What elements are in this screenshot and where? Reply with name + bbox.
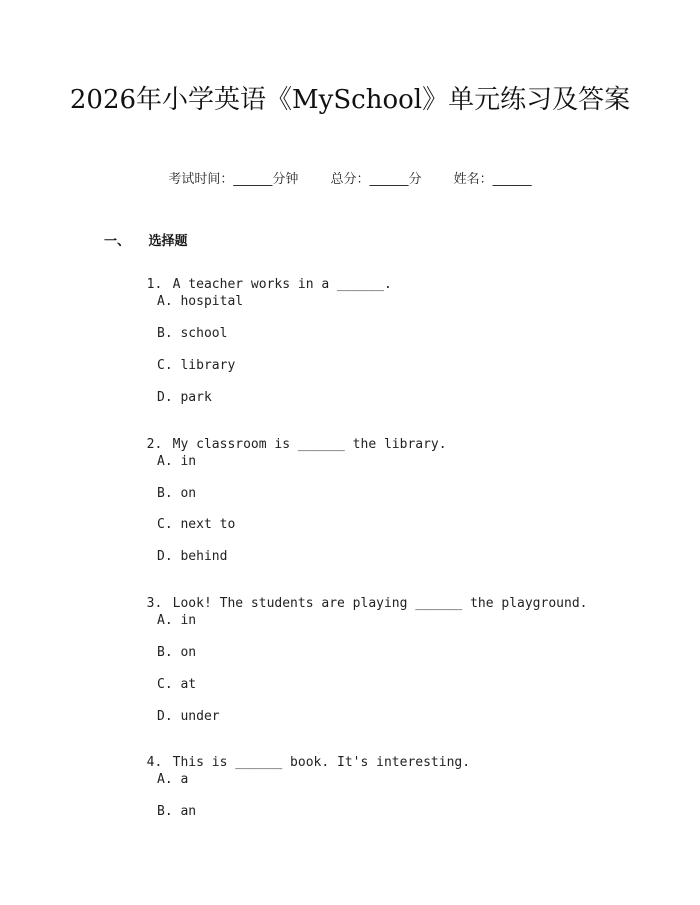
question-4 [131, 740, 470, 770]
document-title: 2026年小学英语《MySchool》单元练习及答案 [69, 85, 631, 115]
section-title: 选择题 [148, 234, 188, 249]
exam-time-field: 考试时间：______分钟 [168, 172, 299, 187]
option: B. school [157, 326, 228, 341]
question-1 [131, 262, 392, 292]
question-text: A teacher works in a ______. [172, 277, 392, 292]
question-text: Look! The students are playing ______ the playground. [172, 596, 588, 611]
option: C. at [157, 677, 197, 692]
option: B. on [157, 486, 197, 501]
option: C. library [157, 358, 236, 373]
option: D. park [157, 390, 212, 405]
question-3 [131, 581, 587, 611]
option: A. in [157, 613, 197, 628]
option: B. on [157, 645, 197, 660]
option: A. in [157, 454, 197, 469]
option: B. an [157, 804, 197, 819]
section-heading [104, 230, 188, 249]
section-number: 一、 [104, 234, 131, 249]
option: D. behind [157, 549, 228, 564]
question-number: 4. [146, 755, 163, 770]
question-2 [131, 422, 447, 452]
question-text: My classroom is ______ the library. [172, 437, 447, 452]
question-number: 3. [146, 596, 163, 611]
option: D. under [157, 709, 220, 724]
option: C. next to [157, 517, 236, 532]
exam-meta [0, 168, 700, 187]
question-number: 1. [146, 277, 163, 292]
question-number: 2. [146, 437, 163, 452]
option: A. a [157, 772, 189, 787]
student-name-field: 姓名：______ [453, 172, 532, 187]
question-text: This is ______ book. It's interesting. [172, 755, 471, 770]
total-score-field: 总分：______分 [330, 172, 422, 187]
option: A. hospital [157, 294, 244, 309]
